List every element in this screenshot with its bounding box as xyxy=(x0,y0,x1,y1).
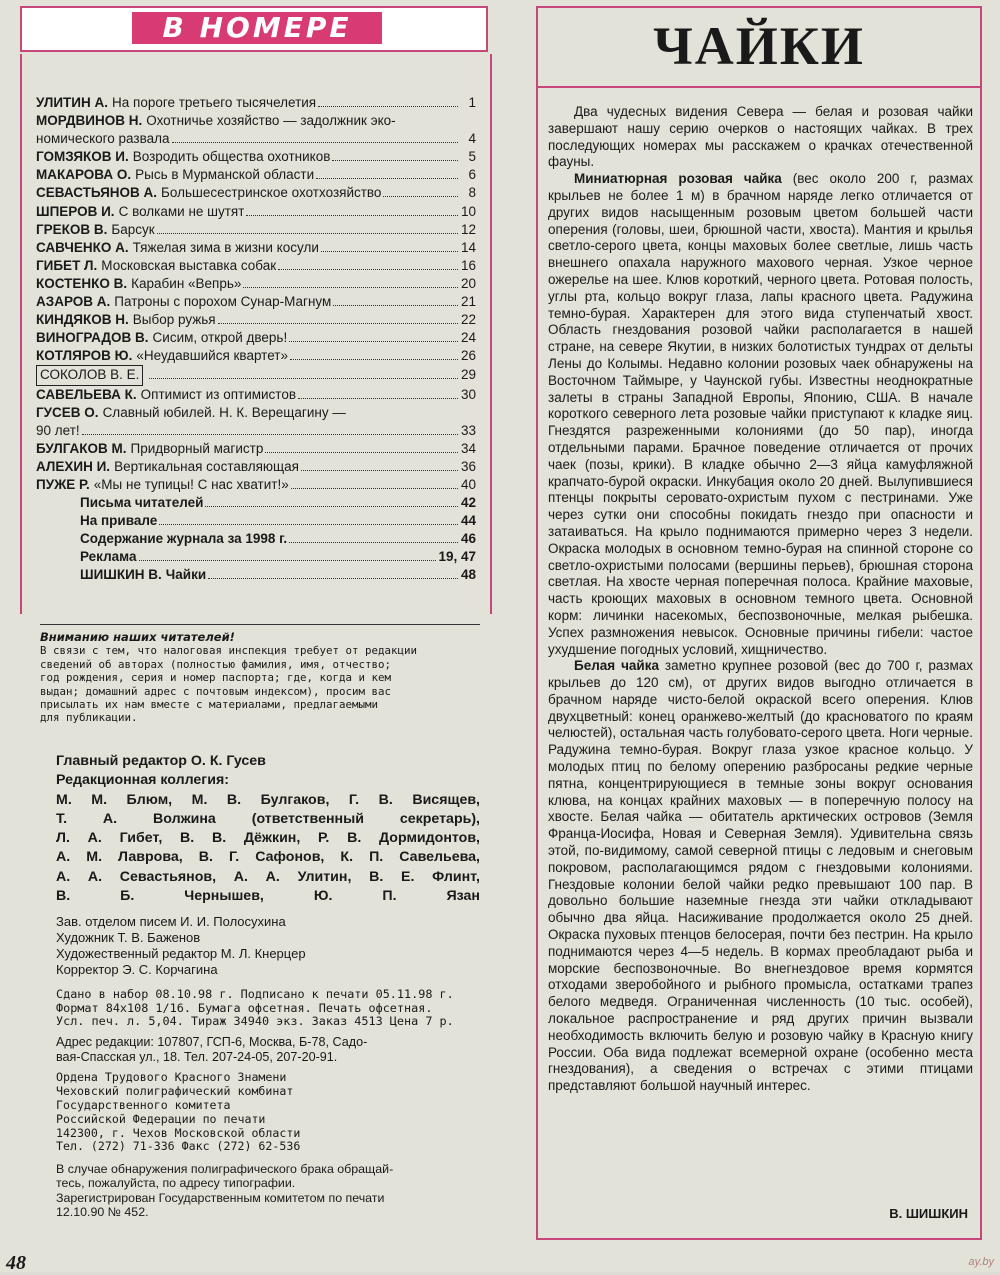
toc-author: ГРЕКОВ В. xyxy=(36,221,108,237)
toc-entry xyxy=(36,311,476,329)
toc-title: Славный юбилей. Н. К. Верещагину — xyxy=(102,404,346,420)
chief-editor: Главный редактор О. К. Гусев xyxy=(56,753,266,769)
toc-author: КОТЛЯРОВ Ю. xyxy=(36,348,133,364)
toc-entry xyxy=(36,275,476,293)
toc-title: Карабин «Вепрь» xyxy=(131,275,242,291)
toc-entry xyxy=(36,203,476,221)
toc-entry xyxy=(36,404,476,422)
article-title: ЧАЙКИ xyxy=(653,16,865,76)
notice-lines-line: год рождения, серия и номер паспорта; где, когда и кем xyxy=(40,671,392,685)
toc-page: 19, 47 xyxy=(438,549,476,565)
toc-title: Вертикальная составляющая xyxy=(114,458,299,474)
toc-entry xyxy=(36,476,476,494)
editorial-address xyxy=(56,1035,480,1066)
readers-notice xyxy=(40,624,480,725)
plant-line: Чеховский полиграфический комбинат xyxy=(56,1084,294,1099)
paragraph-lead: Белая чайка xyxy=(574,658,659,674)
addr-line: вая-Спасская ул., 18. Тел. 207-24-05, 207-20-91. xyxy=(56,1050,338,1064)
toc-entry xyxy=(36,94,476,112)
toc-author: МАКАРОВА О. xyxy=(36,167,132,183)
paragraph-text: заметно крупнее розовой (вес до 700 г, размах крыльев до 120 см), от других видов выгодно отличается в брачном наряде чисто-белой окраской всего оперения. Клюв двухцветный: конец оранжево-желтый (до красноватого по краям челюстей), остальная часть голубовато-серого цвета. Ноги черные. Радужина темно-бурая. Вокруг глаза узкое красное кольцо. У молодых птиц по белому оперению разбросаны редкие черные пятна, концентрирующиеся в темные зоны вокруг основания клюва, на концах крайних маховых — в поперечную полосу на хвосте. Белая чайка — обитатель арктических островов (Земля Франца-Иосифа, Новая и Северная Земля). Удивительна связь этой, по-видимому, самой северной птицы с ледовым и снеговым покровом, располагающимся рядом с гнездовыми колониями. Гнездовые колонии белой чайки редко превышают 100 пар. В довольно большие наземные гнезда эти чайки откладывают обычно два яйца. Насиживание продолжается около 25 дней. Окраска пуховых птенцов белосерая, почти без пестрин. На крыло поднимаются через 4—5 недель. В кормах преобладают рыба и морские беспозвоночные. Во внегнездовое время кормятся отходами зверобойного и рыбного промысла, остатками трапез белого медведя. Ограниченная численность (10 тыс. особей), локальное распространение и ряд других причин вызвали необходимость включить белую и розовую чайку в Красную книгу России. Оба вида подлежат всемерной охране (особенно места гнездования), а сведения о встречах с этими птицами представляют большой научный интерес. xyxy=(548,658,973,1094)
toc-page: 24 xyxy=(460,330,476,346)
toc-title: номического развала xyxy=(36,131,170,147)
toc-page: 6 xyxy=(468,167,476,183)
board-line: В. Б. Чернышев, Ю. П. Язан xyxy=(56,888,480,905)
toc-author: МОРДВИНОВ Н. xyxy=(36,113,143,129)
toc-page: 44 xyxy=(460,513,476,529)
toc-author: АЗАРОВ А. xyxy=(36,294,111,310)
board-line: Т. А. Волжина (ответственный секретарь), xyxy=(56,810,480,827)
toc-entry xyxy=(36,365,476,385)
toc-title: Тяжелая зима в жизни косули xyxy=(132,239,319,255)
toc-author: БУЛГАКОВ М. xyxy=(36,440,127,456)
toc-entry xyxy=(36,347,476,365)
toc-leader xyxy=(159,524,458,525)
defect-line: В случае обнаружения полиграфического брака обращай- xyxy=(56,1162,394,1177)
toc-entry xyxy=(36,548,476,566)
print-line: Сдано в набор 08.10.98 г. Подписано к печати 05.11.98 г. xyxy=(56,987,454,1002)
toc-title: На пороге третьего тысячелетия xyxy=(112,95,317,110)
staff-list xyxy=(56,914,480,978)
toc-leader xyxy=(289,542,458,543)
notice-lines-line: сведений об авторах (полностью фамилия, имя, отчество; xyxy=(40,657,392,671)
print-line: Усл. печ. л. 5,04. Тираж 34940 экз. Заказ 4513 Цена 7 р. xyxy=(56,1014,454,1029)
toc-leader xyxy=(316,178,458,179)
staff-line: Зав. отделом писем И. И. Полосухина xyxy=(56,914,286,930)
defect-notice xyxy=(56,1162,480,1219)
toc-leader xyxy=(291,488,458,489)
notice-lines-line: В связи с тем, что налоговая инспекция требует от редакции xyxy=(40,644,418,658)
plant-line: 142300, г. Чехов Московской области xyxy=(56,1125,301,1140)
editorial-board xyxy=(56,791,480,907)
toc-frame xyxy=(20,54,492,614)
toc-title: Письма читателей xyxy=(80,495,204,511)
board-line: М. М. Блюм, М. В. Булгаков, Г. В. Висящев, xyxy=(56,791,480,808)
print-line: Формат 84х108 1/16. Бумага офсетная. Печать офсетная. xyxy=(56,1000,433,1015)
toc-leader xyxy=(278,269,458,270)
paragraph-text: (вес около 200 г, размах крыльев не более 1 м) в брачном наряде легко отличается от других видов насыщенным розовым цветом большей части оперения (головы, шеи, брюшной части, хвоста). Мантия и крылья светло-серого цвета, концы маховых более светлые, лишь часть внешнего опахала наружного махового черная. Узкое черное ожерелье на шее. Клюв короткий, черного цвета. Ротовая полость, углы рта, кольцо вокруг глаза, лапы красного цвета. Радужина темно-бурая. Характерен для этого вида ступенчатый хвост. Область гнездования розовой чайки располагается в нашей стране, на севере Якутии, в низких болотистых тундрах от дельты Лены до Колымы. Недавно колонии розовых чаек обнаружены на Восточном Таймыре, у Чаунской губы. Известны неоднократные залеты в страны Западной Европы, Японию, США. В начале короткого северного лета розовые чайки приступают к кладке яиц. Гнездятся разреженными колониями (до 50 пар), иногда отдельными парами. Брачное поведение отличается от прочих чаек (позы, крики). В кладке обычно 2—3 яйца камуфляжной крапчато-бурой окраски. Инкубация около 20 дней. Вылупившиеся птенцы покрыты серовато-охристым пухом с пестринами. Уже через сутки они способны покидать гнездо при опасности и затаиваться. На крыло поднимаются примерно через 3 недели. Окраска молодых в основном темно-бурая на спинной стороне со светло-охристыми полосами (вершины перьев), брюшная сторона светлая. На хвосте черная поперечная полоса. Крайние маховые, часть кроющих маховых в основном темного цвета. Основной корм: личинки насекомых, беспозвоночные, мелкая рыбешка. Успех размножения невысок. Основные причины гибели: частое ухудшение погодных условий, хищничество. xyxy=(548,171,973,657)
board-line: Л. А. Гибет, В. В. Дёжкин, Р. В. Дормидонтов, xyxy=(56,830,480,847)
plant-line: Государственного комитета xyxy=(56,1098,231,1112)
toc-page: 16 xyxy=(460,257,476,273)
toc-author: ГОМЗЯКОВ И. xyxy=(36,149,129,165)
plant-line: Тел. (272) 71-336 Факс (272) 62-536 xyxy=(56,1139,301,1154)
toc-title: Сисим, открой дверь! xyxy=(152,330,288,346)
toc-title: Оптимист из оптимистов xyxy=(140,386,297,402)
board-title: Редакционная коллегия: xyxy=(56,772,229,789)
toc-title: «Неудавшийся квартет» xyxy=(136,348,288,364)
toc-entry xyxy=(36,458,476,476)
toc-page: 34 xyxy=(460,440,476,456)
toc-leader xyxy=(139,560,437,561)
toc-author: САВЧЕНКО А. xyxy=(36,239,129,255)
toc-title: Барсук xyxy=(111,221,155,237)
article-paragraph xyxy=(548,171,973,658)
toc-title: На привале xyxy=(80,513,158,529)
toc-entry xyxy=(36,239,476,257)
toc-entry xyxy=(36,293,476,311)
toc-leader xyxy=(218,323,458,324)
addr-line: Адрес редакции: 107807, ГСП-6, Москва, Б-78, Садо- xyxy=(56,1034,368,1049)
toc-title: Большесестринское охотхозяйство xyxy=(161,185,382,201)
defect-line: тесь, пожалуйста, по адресу типографии. xyxy=(56,1176,296,1191)
toc-author: ПУЖЕ Р. xyxy=(36,476,90,492)
toc-leader xyxy=(265,452,458,453)
toc-page: 12 xyxy=(460,221,476,237)
article-body xyxy=(548,104,973,1095)
toc-title: Рысь в Мурманской области xyxy=(135,167,315,183)
toc-author: СЕВАСТЬЯНОВ А. xyxy=(36,185,158,201)
toc-leader xyxy=(157,233,458,234)
toc-title: Московская выставка собак xyxy=(101,257,277,273)
toc-page: 29 xyxy=(460,367,476,383)
toc-title: С волками не шутят xyxy=(118,203,245,219)
toc-leader xyxy=(301,470,458,471)
toc-leader xyxy=(149,378,458,379)
contents-heading: В НОМЕРЕ xyxy=(132,12,382,44)
toc-entry xyxy=(36,512,476,530)
toc-page: 1 xyxy=(468,95,476,110)
toc-page: 21 xyxy=(460,294,476,310)
toc-leader xyxy=(290,359,458,360)
notice-body xyxy=(40,644,480,724)
toc-leader xyxy=(321,251,458,252)
toc-author: АЛЕХИН И. xyxy=(36,458,111,474)
toc-page: 48 xyxy=(460,567,476,583)
article-column xyxy=(536,6,982,1240)
toc-entry xyxy=(36,166,476,184)
toc-leader xyxy=(383,196,458,197)
toc-page: 20 xyxy=(460,275,476,291)
toc-title: Выбор ружья xyxy=(132,312,216,328)
staff-line: Художественный редактор М. Л. Кнерцер xyxy=(56,946,306,962)
toc-leader xyxy=(332,160,458,161)
bottom-rule xyxy=(538,1238,980,1240)
toc-leader xyxy=(289,341,458,342)
print-info xyxy=(56,988,480,1028)
toc-title: Реклама xyxy=(80,549,137,565)
toc-entry xyxy=(36,257,476,275)
toc-author: ВИНОГРАДОВ В. xyxy=(36,330,149,346)
toc-author: СОКОЛОВ В. Е. xyxy=(36,365,143,385)
board-line: А. А. Севастьянов, А. А. Улитин, В. Е. Флинт, xyxy=(56,868,480,885)
toc-title: «Мы не тупицы! С нас хватит!» xyxy=(93,476,289,492)
toc-author: ШИШКИН В. xyxy=(80,567,162,583)
toc-entry xyxy=(36,184,476,202)
article-paragraph xyxy=(548,658,973,1095)
toc-author: КИНДЯКОВ Н. xyxy=(36,312,129,328)
printing-plant xyxy=(56,1071,480,1154)
toc-title: Охотничье хозяйство — задолжник эко- xyxy=(146,113,396,129)
contents-column xyxy=(20,6,488,1219)
toc-page: 42 xyxy=(460,495,476,511)
toc-leader xyxy=(205,506,458,507)
toc-page: 5 xyxy=(468,149,476,165)
toc-leader xyxy=(246,215,458,216)
toc-author: ГУСЕВ О. xyxy=(36,404,99,420)
page-number: 48 xyxy=(6,1252,26,1274)
toc-page: 40 xyxy=(460,476,476,492)
toc-page: 4 xyxy=(468,131,476,147)
toc-page: 30 xyxy=(460,386,476,402)
toc-leader xyxy=(208,578,458,579)
toc-page: 46 xyxy=(460,531,476,547)
toc-page: 14 xyxy=(460,239,476,255)
plant-line: Ордена Трудового Красного Знамени xyxy=(56,1070,287,1085)
toc-title: Содержание журнала за 1998 г. xyxy=(80,531,288,547)
defect-line: Зарегистрирован Государственным комитетом по печати xyxy=(56,1190,385,1205)
table-of-contents xyxy=(36,94,476,585)
toc-entry xyxy=(36,329,476,347)
defect-line: 12.10.90 № 452. xyxy=(56,1204,149,1219)
toc-page: 36 xyxy=(460,458,476,474)
toc-title: Патроны с порохом Сунар-Магнум xyxy=(114,294,332,310)
notice-lines-line: для публикации. xyxy=(40,711,138,725)
toc-leader xyxy=(172,142,459,143)
top-rule xyxy=(538,6,980,8)
toc-leader xyxy=(298,398,458,399)
toc-page: 26 xyxy=(460,348,476,364)
toc-title: Чайки xyxy=(165,567,207,583)
toc-title: 90 лет! xyxy=(36,422,80,438)
toc-author: ГИБЕТ Л. xyxy=(36,257,98,273)
toc-leader xyxy=(333,305,458,306)
toc-author: САВЕЛЬЕВА К. xyxy=(36,386,137,402)
toc-leader xyxy=(243,287,458,288)
editorial-credits xyxy=(56,752,480,1219)
toc-entry xyxy=(36,422,476,440)
toc-entry xyxy=(36,148,476,166)
paragraph-lead: Миниатюрная розовая чайка xyxy=(574,171,782,187)
notice-lines-line: выдан; домашний адрес с почтовым индексом), просим вас xyxy=(40,684,392,698)
toc-page: 33 xyxy=(460,422,476,438)
toc-page: 22 xyxy=(460,312,476,328)
toc-entry xyxy=(36,566,476,584)
toc-entry xyxy=(36,530,476,548)
toc-page: 8 xyxy=(468,185,476,201)
contents-banner xyxy=(20,6,488,52)
toc-entry xyxy=(36,221,476,239)
title-rule xyxy=(538,86,980,88)
notice-lines-line: присылать их нам вместе с материалами, предлагаемыми xyxy=(40,698,379,712)
toc-entry xyxy=(36,130,476,148)
staff-line: Корректор Э. С. Корчагина xyxy=(56,962,218,978)
staff-line: Художник Т. В. Баженов xyxy=(56,930,201,946)
toc-title: Придворный магистр xyxy=(130,440,264,456)
toc-entry xyxy=(36,112,476,130)
plant-line: Российской Федерации по печати xyxy=(56,1111,266,1126)
toc-author: ШПЕРОВ И. xyxy=(36,203,115,219)
toc-page: 10 xyxy=(460,203,476,219)
notice-heading: Вниманию наших читателей! xyxy=(40,630,235,644)
article-intro: Два чудесных видения Севера — белая и розовая чайки завершают нашу серию очерков о настоящих чайках. В трех последующих номерах мы расскажем о крачках отечественной фауны. xyxy=(548,104,973,170)
toc-title: Возродить общества охотников xyxy=(132,149,331,165)
toc-entry xyxy=(36,440,476,458)
article-author: В. ШИШКИН xyxy=(889,1206,968,1221)
toc-author: УЛИТИН А. xyxy=(36,95,109,110)
board-line: А. М. Лаврова, В. Г. Сафонов, К. П. Савельева, xyxy=(56,849,480,866)
toc-leader xyxy=(318,106,458,107)
watermark: ay.by xyxy=(968,1256,994,1268)
toc-author: КОСТЕНКО В. xyxy=(36,275,128,291)
toc-entry xyxy=(36,494,476,512)
toc-entry xyxy=(36,386,476,404)
toc-leader xyxy=(82,434,458,435)
